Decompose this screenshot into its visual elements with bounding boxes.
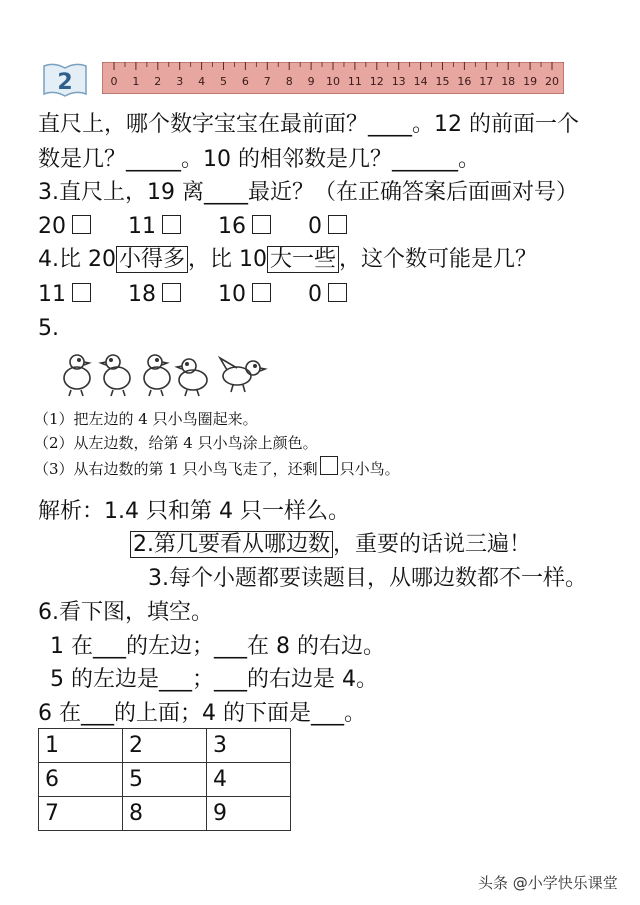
q4-checkbox-0[interactable] <box>328 283 347 302</box>
ruler-number: 7 <box>263 75 271 88</box>
grid-cell: 1 <box>39 729 123 763</box>
ruler-number: 15 <box>435 75 450 88</box>
grid-row <box>39 729 291 763</box>
q4-mid: ，比 10 <box>188 247 267 272</box>
q5-sub3 <box>34 456 400 480</box>
q6-line3: 6 在___的上面；4 的下面是___。 <box>38 701 366 726</box>
grid-cell: 4 <box>207 763 291 797</box>
ruler <box>102 62 564 94</box>
grid-row <box>39 797 291 831</box>
q4-suffix: ，这个数可能是几？ <box>339 247 538 272</box>
book-number-badge <box>40 60 90 100</box>
badge-number: 2 <box>57 70 73 95</box>
q4-option-11: 11 <box>38 282 66 307</box>
q3-option-0: 0 <box>308 214 322 239</box>
grid-cell: 5 <box>123 763 207 797</box>
ruler-number: 16 <box>457 75 472 88</box>
ruler-number: 19 <box>523 75 538 88</box>
bird-2 <box>101 355 130 396</box>
q4-checkbox-11[interactable] <box>72 283 91 302</box>
q4-prompt <box>38 245 537 275</box>
q3-checkbox-16[interactable] <box>252 215 271 234</box>
q2-line2: 数是几？_____。10 的相邻数是几？______。 <box>38 147 480 172</box>
q3-prompt: 3.直尺上，19 离____最近？（在正确答案后面画对号） <box>38 180 578 205</box>
ruler-number: 9 <box>307 75 315 88</box>
grid-cell: 3 <box>207 729 291 763</box>
grid-cell: 7 <box>39 797 123 831</box>
q5-sub3-tail: 只小鸟。 <box>339 460 400 478</box>
q5-sub3-text: （3）从右边数的第 1 只小鸟飞走了，还剩 <box>34 460 318 478</box>
ruler-number: 18 <box>501 75 516 88</box>
q6-title: 6.看下图，填空。 <box>38 600 213 625</box>
bird-5 <box>220 358 265 392</box>
q4-checkbox-10[interactable] <box>252 283 271 302</box>
ruler-number: 12 <box>369 75 384 88</box>
q4-options <box>38 280 347 310</box>
ruler-number: 2 <box>154 75 162 88</box>
grid-cell: 2 <box>123 729 207 763</box>
analysis-line1: 解析：1.4 只和第 4 只一样么。 <box>38 499 350 524</box>
analysis-line2-rest: ，重要的话说三遍！ <box>333 532 532 557</box>
ruler-number: 11 <box>347 75 362 88</box>
ruler-section <box>40 58 570 102</box>
analysis-boxed-phrase: 2.第几要看从哪边数 <box>130 531 333 558</box>
q4-option-18: 18 <box>128 282 156 307</box>
q3-options <box>38 212 347 242</box>
q3-checkbox-11[interactable] <box>162 215 181 234</box>
q3-option-11: 11 <box>128 214 156 239</box>
q2-line1: 直尺上，哪个数字宝宝在最前面？____。12 的前面一个 <box>38 112 579 137</box>
q6-line2: 5 的左边是___；___的右边是 4。 <box>50 667 378 692</box>
q4-boxed-phrase-2: 大一些 <box>267 246 339 273</box>
analysis-line2 <box>130 530 531 560</box>
ruler-number: 6 <box>241 75 249 88</box>
grid-cell: 6 <box>39 763 123 797</box>
ruler-number: 5 <box>220 75 227 88</box>
q5-answer-box[interactable] <box>320 456 338 475</box>
q5-label: 5. <box>38 316 59 341</box>
q4-option-10: 10 <box>218 282 246 307</box>
q3-checkbox-0[interactable] <box>328 215 347 234</box>
q4-prefix: 4.比 20 <box>38 247 116 272</box>
ruler-number: 3 <box>176 75 184 88</box>
q3-option-20: 20 <box>38 214 66 239</box>
ruler-number: 0 <box>110 75 118 88</box>
grid-cell: 9 <box>207 797 291 831</box>
grid-cell: 8 <box>123 797 207 831</box>
bird-3 <box>144 355 170 396</box>
ruler-number: 10 <box>326 75 340 88</box>
number-grid <box>38 728 291 831</box>
bird-4 <box>177 359 207 396</box>
q3-option-16: 16 <box>218 214 246 239</box>
q4-option-0: 0 <box>308 282 322 307</box>
ruler-number: 8 <box>285 75 293 88</box>
footer-watermark: 头条 @小学快乐课堂 <box>478 874 618 892</box>
bird-1 <box>64 355 90 396</box>
birds-illustration <box>55 348 275 398</box>
q5-sub2: （2）从左边数，给第 4 只小鸟涂上颜色。 <box>34 434 318 452</box>
ruler-number: 1 <box>132 75 140 88</box>
analysis-line3: 3.每个小题都要读题目，从哪边数都不一样。 <box>148 566 587 591</box>
grid-row <box>39 763 291 797</box>
ruler-number: 4 <box>198 75 206 88</box>
q4-checkbox-18[interactable] <box>162 283 181 302</box>
ruler-number: 14 <box>413 75 428 88</box>
ruler-number: 13 <box>391 75 406 88</box>
q5-sub1: （1）把左边的 4 只小鸟圈起来。 <box>34 410 258 428</box>
q4-boxed-phrase-1: 小得多 <box>116 246 188 273</box>
q3-checkbox-20[interactable] <box>72 215 91 234</box>
ruler-number: 20 <box>545 75 559 88</box>
ruler-number: 17 <box>479 75 494 88</box>
q6-line1: 1 在___的左边；___在 8 的右边。 <box>50 634 385 659</box>
